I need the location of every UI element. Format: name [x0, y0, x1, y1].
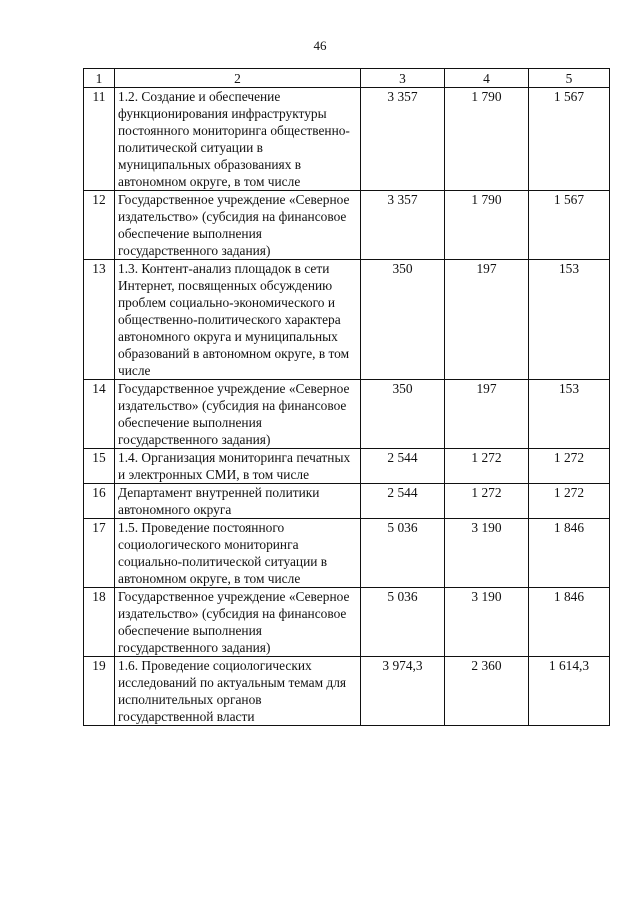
row-value-col4: 1 272 [445, 449, 529, 484]
row-value-col5: 1 272 [529, 449, 610, 484]
row-value-col3: 2 544 [361, 449, 445, 484]
header-col-1: 1 [84, 69, 115, 88]
row-description: Департамент внутренней политики автономного округа [115, 484, 361, 519]
row-description: 1.5. Проведение постоянного социологического мониторинга социально-политической ситуации в автономном округе, в том числе [115, 519, 361, 588]
row-number: 13 [84, 260, 115, 380]
budget-table [83, 68, 610, 726]
table-row [84, 588, 610, 657]
row-number: 17 [84, 519, 115, 588]
row-value-col4: 1 790 [445, 88, 529, 191]
page-number: 46 [313, 38, 327, 53]
header-col-3: 3 [361, 69, 445, 88]
row-number: 16 [84, 484, 115, 519]
row-value-col3: 3 357 [361, 191, 445, 260]
table-row [84, 260, 610, 380]
row-value-col5: 1 614,3 [529, 657, 610, 726]
row-description: Государственное учреждение «Северное издательство» (субсидия на финансовое обеспечение выполнения государственного задания) [115, 191, 361, 260]
header-col-4: 4 [445, 69, 529, 88]
table-row [84, 380, 610, 449]
row-value-col5: 1 846 [529, 519, 610, 588]
row-value-col4: 197 [445, 380, 529, 449]
row-number: 14 [84, 380, 115, 449]
row-description: 1.2. Создание и обеспечение функционирования инфраструктуры постоянного мониторинга общественно-политической ситуации в муниципальных образованиях в автономном округе, в том числе [115, 88, 361, 191]
table-row [84, 191, 610, 260]
row-value-col4: 3 190 [445, 519, 529, 588]
row-number: 18 [84, 588, 115, 657]
row-description: Государственное учреждение «Северное издательство» (субсидия на финансовое обеспечение выполнения государственного задания) [115, 588, 361, 657]
header-col-2: 2 [115, 69, 361, 88]
row-description: 1.3. Контент-анализ площадок в сети Интернет, посвященных обсуждению проблем социально-экономического и общественно-политического характера автономного округа и муниципальных образований в автономном округе, в том числе [115, 260, 361, 380]
row-value-col5: 153 [529, 380, 610, 449]
row-number: 19 [84, 657, 115, 726]
row-value-col5: 1 272 [529, 484, 610, 519]
table-row [84, 88, 610, 191]
row-value-col4: 1 790 [445, 191, 529, 260]
row-value-col4: 197 [445, 260, 529, 380]
row-value-col4: 1 272 [445, 484, 529, 519]
row-value-col3: 2 544 [361, 484, 445, 519]
row-value-col3: 350 [361, 380, 445, 449]
row-value-col3: 3 974,3 [361, 657, 445, 726]
header-row [84, 69, 610, 88]
row-value-col5: 1 846 [529, 588, 610, 657]
row-number: 15 [84, 449, 115, 484]
table-row [84, 484, 610, 519]
row-description: Государственное учреждение «Северное издательство» (субсидия на финансовое обеспечение выполнения государственного задания) [115, 380, 361, 449]
row-value-col5: 1 567 [529, 88, 610, 191]
row-value-col5: 1 567 [529, 191, 610, 260]
table-row [84, 657, 610, 726]
row-number: 12 [84, 191, 115, 260]
row-description: 1.6. Проведение социологических исследований по актуальным темам для исполнительных органов государственной власти [115, 657, 361, 726]
row-value-col3: 3 357 [361, 88, 445, 191]
row-value-col3: 5 036 [361, 519, 445, 588]
header-col-5: 5 [529, 69, 610, 88]
table-row [84, 519, 610, 588]
row-description: 1.4. Организация мониторинга печатных и электронных СМИ, в том числе [115, 449, 361, 484]
row-value-col3: 350 [361, 260, 445, 380]
row-number: 11 [84, 88, 115, 191]
row-value-col3: 5 036 [361, 588, 445, 657]
row-value-col4: 2 360 [445, 657, 529, 726]
row-value-col5: 153 [529, 260, 610, 380]
table-row [84, 449, 610, 484]
row-value-col4: 3 190 [445, 588, 529, 657]
